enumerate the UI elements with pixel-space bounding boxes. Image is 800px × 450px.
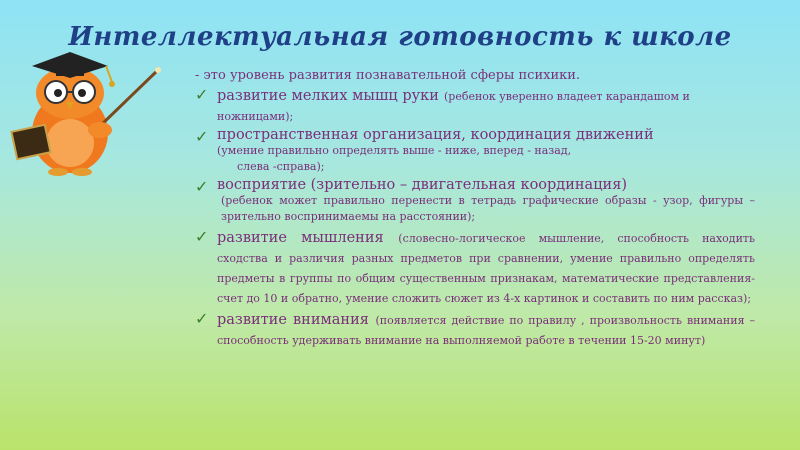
item-detail: (умение правильно определять выше - ниже, вперед - назад, bbox=[217, 144, 572, 157]
slide-title: Интеллектуальная готовность к школе bbox=[68, 22, 732, 52]
intro-text: - это уровень развития познавательной сферы психики. bbox=[195, 68, 581, 83]
item-heading: развитие мышления bbox=[217, 230, 384, 246]
item-detail-continued: слева -справа); bbox=[237, 160, 325, 173]
item-detail: (словесно-логическое мышление, способность находить сходства и различия разных предметов при сравнении, умение правильно определять предметы в группы по общим существенным признакам, математические представления- счет до 10 и обратно, умение сложить сюжет из 4-х картинок и составить по ним рассказ); bbox=[217, 232, 755, 305]
content-area bbox=[195, 68, 755, 349]
owl-scholar-icon bbox=[8, 48, 168, 178]
checkmark-icon: ✓ bbox=[195, 85, 209, 104]
checkmark-icon: ✓ bbox=[195, 127, 209, 146]
checkmark-icon: ✓ bbox=[195, 227, 209, 246]
item-detail: (ребенок может правильно перенести в тетрадь графические образы - узор, фигуры – зрительно воспринимаемы на расстоянии); bbox=[221, 194, 755, 223]
list-item bbox=[195, 85, 755, 125]
list-item bbox=[195, 309, 755, 349]
checkmark-icon: ✓ bbox=[195, 177, 209, 196]
list-item bbox=[195, 177, 755, 225]
checkmark-icon: ✓ bbox=[195, 309, 209, 328]
item-heading: пространственная организация, координация движений bbox=[217, 127, 654, 143]
item-detail: (появляется действие по правилу , произвольность внимания – способность удерживать внимание на выполняемой работе в течении 15-20 минут) bbox=[217, 314, 755, 347]
item-heading: развитие внимания bbox=[217, 312, 369, 328]
list-item bbox=[195, 227, 755, 307]
item-heading: восприятие (зрительно – двигательная координация) bbox=[217, 177, 628, 193]
item-heading: развитие мелких мышц руки bbox=[217, 88, 439, 104]
item-detail: (ребенок уверенно владеет карандашом и ножницами); bbox=[217, 90, 690, 123]
list-item bbox=[195, 127, 755, 175]
